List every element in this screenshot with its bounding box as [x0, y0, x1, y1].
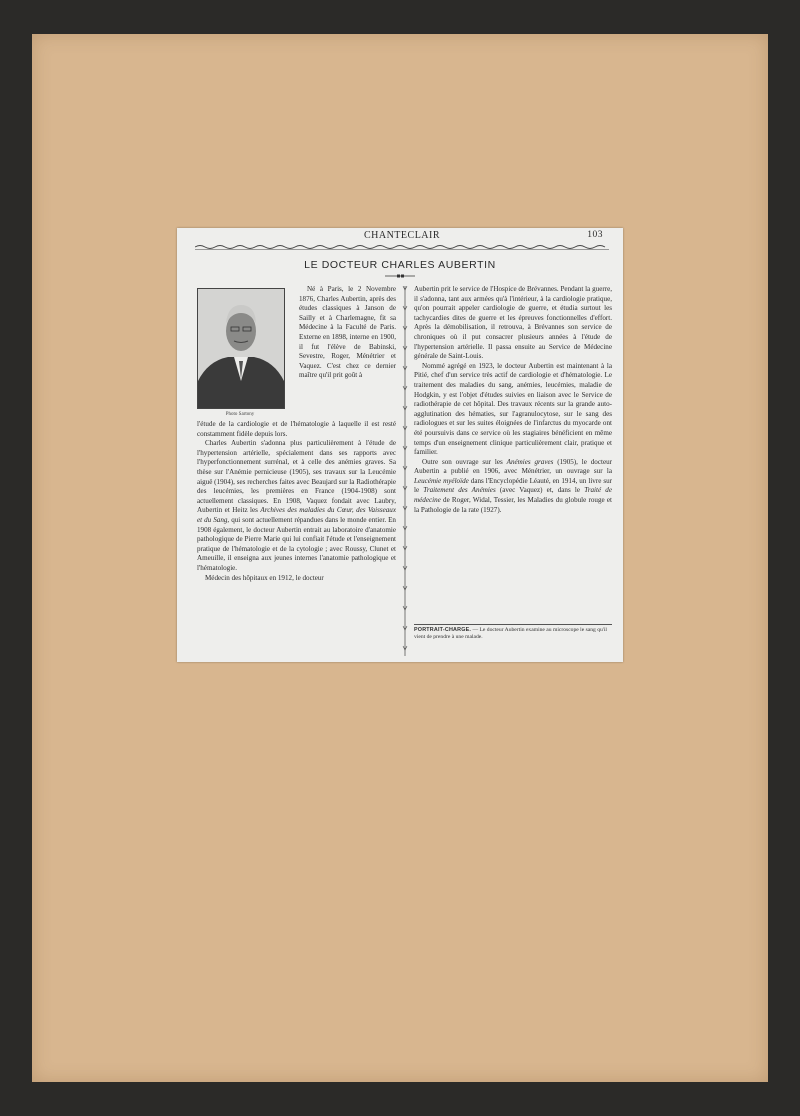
text-run: de Roger, Widal, Tessier, les Maladies du globule rouge et la Pathologie de la rate (1927).: [414, 496, 612, 514]
running-title: CHANTECLAIR: [363, 230, 441, 241]
text-run: dans l'Encyclopédie Léauté, en 1914, un livre sur le: [414, 476, 612, 495]
photo-credit: Photo Sartony: [225, 412, 255, 417]
paragraph: [414, 458, 612, 516]
book-title: Traité de médecine: [414, 486, 612, 505]
title-ornament: [385, 274, 415, 278]
article-column-left-bottom: [197, 420, 396, 583]
portrait-illustration: [198, 289, 284, 408]
caption-text: — Le docteur Aubertin examine au microscope le sang qu'il vient de prendre à une malade.: [414, 627, 607, 641]
newspaper-clipping: [177, 228, 623, 662]
article-title: LE DOCTEUR CHARLES AUBERTIN: [304, 259, 496, 271]
article-column-right: [414, 285, 612, 515]
book-title: Leucémie myéloïde: [414, 476, 469, 485]
paragraph: [197, 439, 396, 573]
paragraph: Né à Paris, le 2 Novembre 1876, Charles Aubertin, après des études classiques à Janson de Sailly et à Charlemagne, fit sa Médecine à la Faculté de Paris. Externe en 1898, interne en 1900, il fut l'élève de Babinski, Sevestre, Roger, Ménétrier et Vaquez. C'est chez ce dernier maître qu'il prit goût à: [299, 285, 396, 380]
page-number: 103: [587, 230, 603, 240]
running-head: [195, 230, 609, 244]
text-run: Charles Aubertin s'adonna plus particulièrement à l'étude de l'hypertension artérielle, spécialement dans ses rapports avec l'hyperfonctionnement surrénal, et à celle des anémies graves. Sa thèse sur l'Anémie pernicieuse (1905), ses travaux sur la Leucémie aiguë (1904), ses recherches faites avec Beaujard sur la Radiothérapie des leucémies, les premières en France (1904-1908) sont actuellement classiques. En 1908, Vaquez fondait avec Laubry, Aubertin et Heitz les: [197, 439, 396, 515]
caption-lead: PORTRAIT-CHARGE.: [414, 627, 472, 633]
caption-rule: [414, 624, 612, 625]
paragraph: Aubertin prit le service de l'Hospice de Brévannes. Pendant la guerre, il s'adonna, tant aux armées qu'à l'intérieur, à la cardiologie pratique, qu'on pourrait appeler cardiologie de guerre, et étudia surtout les tachycardies dites de guerre et les épreuves fonctionnelles d'effort. Après la démobilisation, il retrouva, à Brévannes son service de chroniques où il put consacrer plusieurs années à l'étude de l'hypertension artérielle. Il passa ensuite au Service de Médecine générale de Saint-Louis.: [414, 285, 612, 361]
paragraph: l'étude de la cardiologie et de l'hématologie à laquelle il est resté constamment fidèle depuis lors.: [197, 420, 396, 438]
text-run: (1905), le docteur Aubertin a publié en 1906, avec Ménétrier, un ouvrage sur la: [414, 457, 613, 476]
paragraph: Nommé agrégé en 1923, le docteur Aubertin est maintenant à la Pitié, chef d'un service très actif de cardiologie et d'hématologie. Le traitement des maladies du sang, anémies, leucémies, maladie de Hodgkin, y est l'objet d'études suivies en liaison avec le Service de radiothérapie de cet hôpital. Des travaux récents sur la grande auto-agglutination des hématies, sur l'agranulocytose, sur le sang des radiologues et sur les suites éloignées de l'infarctus du myocarde ont été poursuivis dans ce service où les stagiaires bénéficient en même temps d'un enseignement clinique particulièrement clair, pratique et familier.: [414, 361, 612, 457]
book-title: Anémies graves: [506, 457, 554, 466]
text-run: (avec Vaquez) et, dans le: [499, 486, 581, 495]
book-title: Traitement des Anémies: [423, 486, 496, 495]
paragraph: Médecin des hôpitaux en 1912, le docteur: [205, 573, 324, 582]
article-column-left-top: [299, 285, 396, 381]
portrait-photo: [197, 288, 285, 409]
text-run: Outre son ouvrage sur les: [422, 457, 503, 466]
text-run: qui sont actuellement répandues dans le monde entier. En 1908 également, le docteur Aubertin entrait au laboratoire d'anatomie pathologique de Pierre Marie qui lui confiait l'étude et l'enseignement pratique de l'hématologie et de la cytologie ; avec Roussy, Clunet et Ameuille, il enseigna aux jeunes internes l'anatomie pathologique et l'hématologie.: [197, 515, 396, 572]
column-divider: [401, 286, 409, 656]
journal-title: Archives des maladies du Cœur, des Vaisseaux et du Sang,: [197, 506, 396, 524]
portrait-caption: [414, 627, 612, 642]
wavy-rule: [195, 244, 609, 250]
